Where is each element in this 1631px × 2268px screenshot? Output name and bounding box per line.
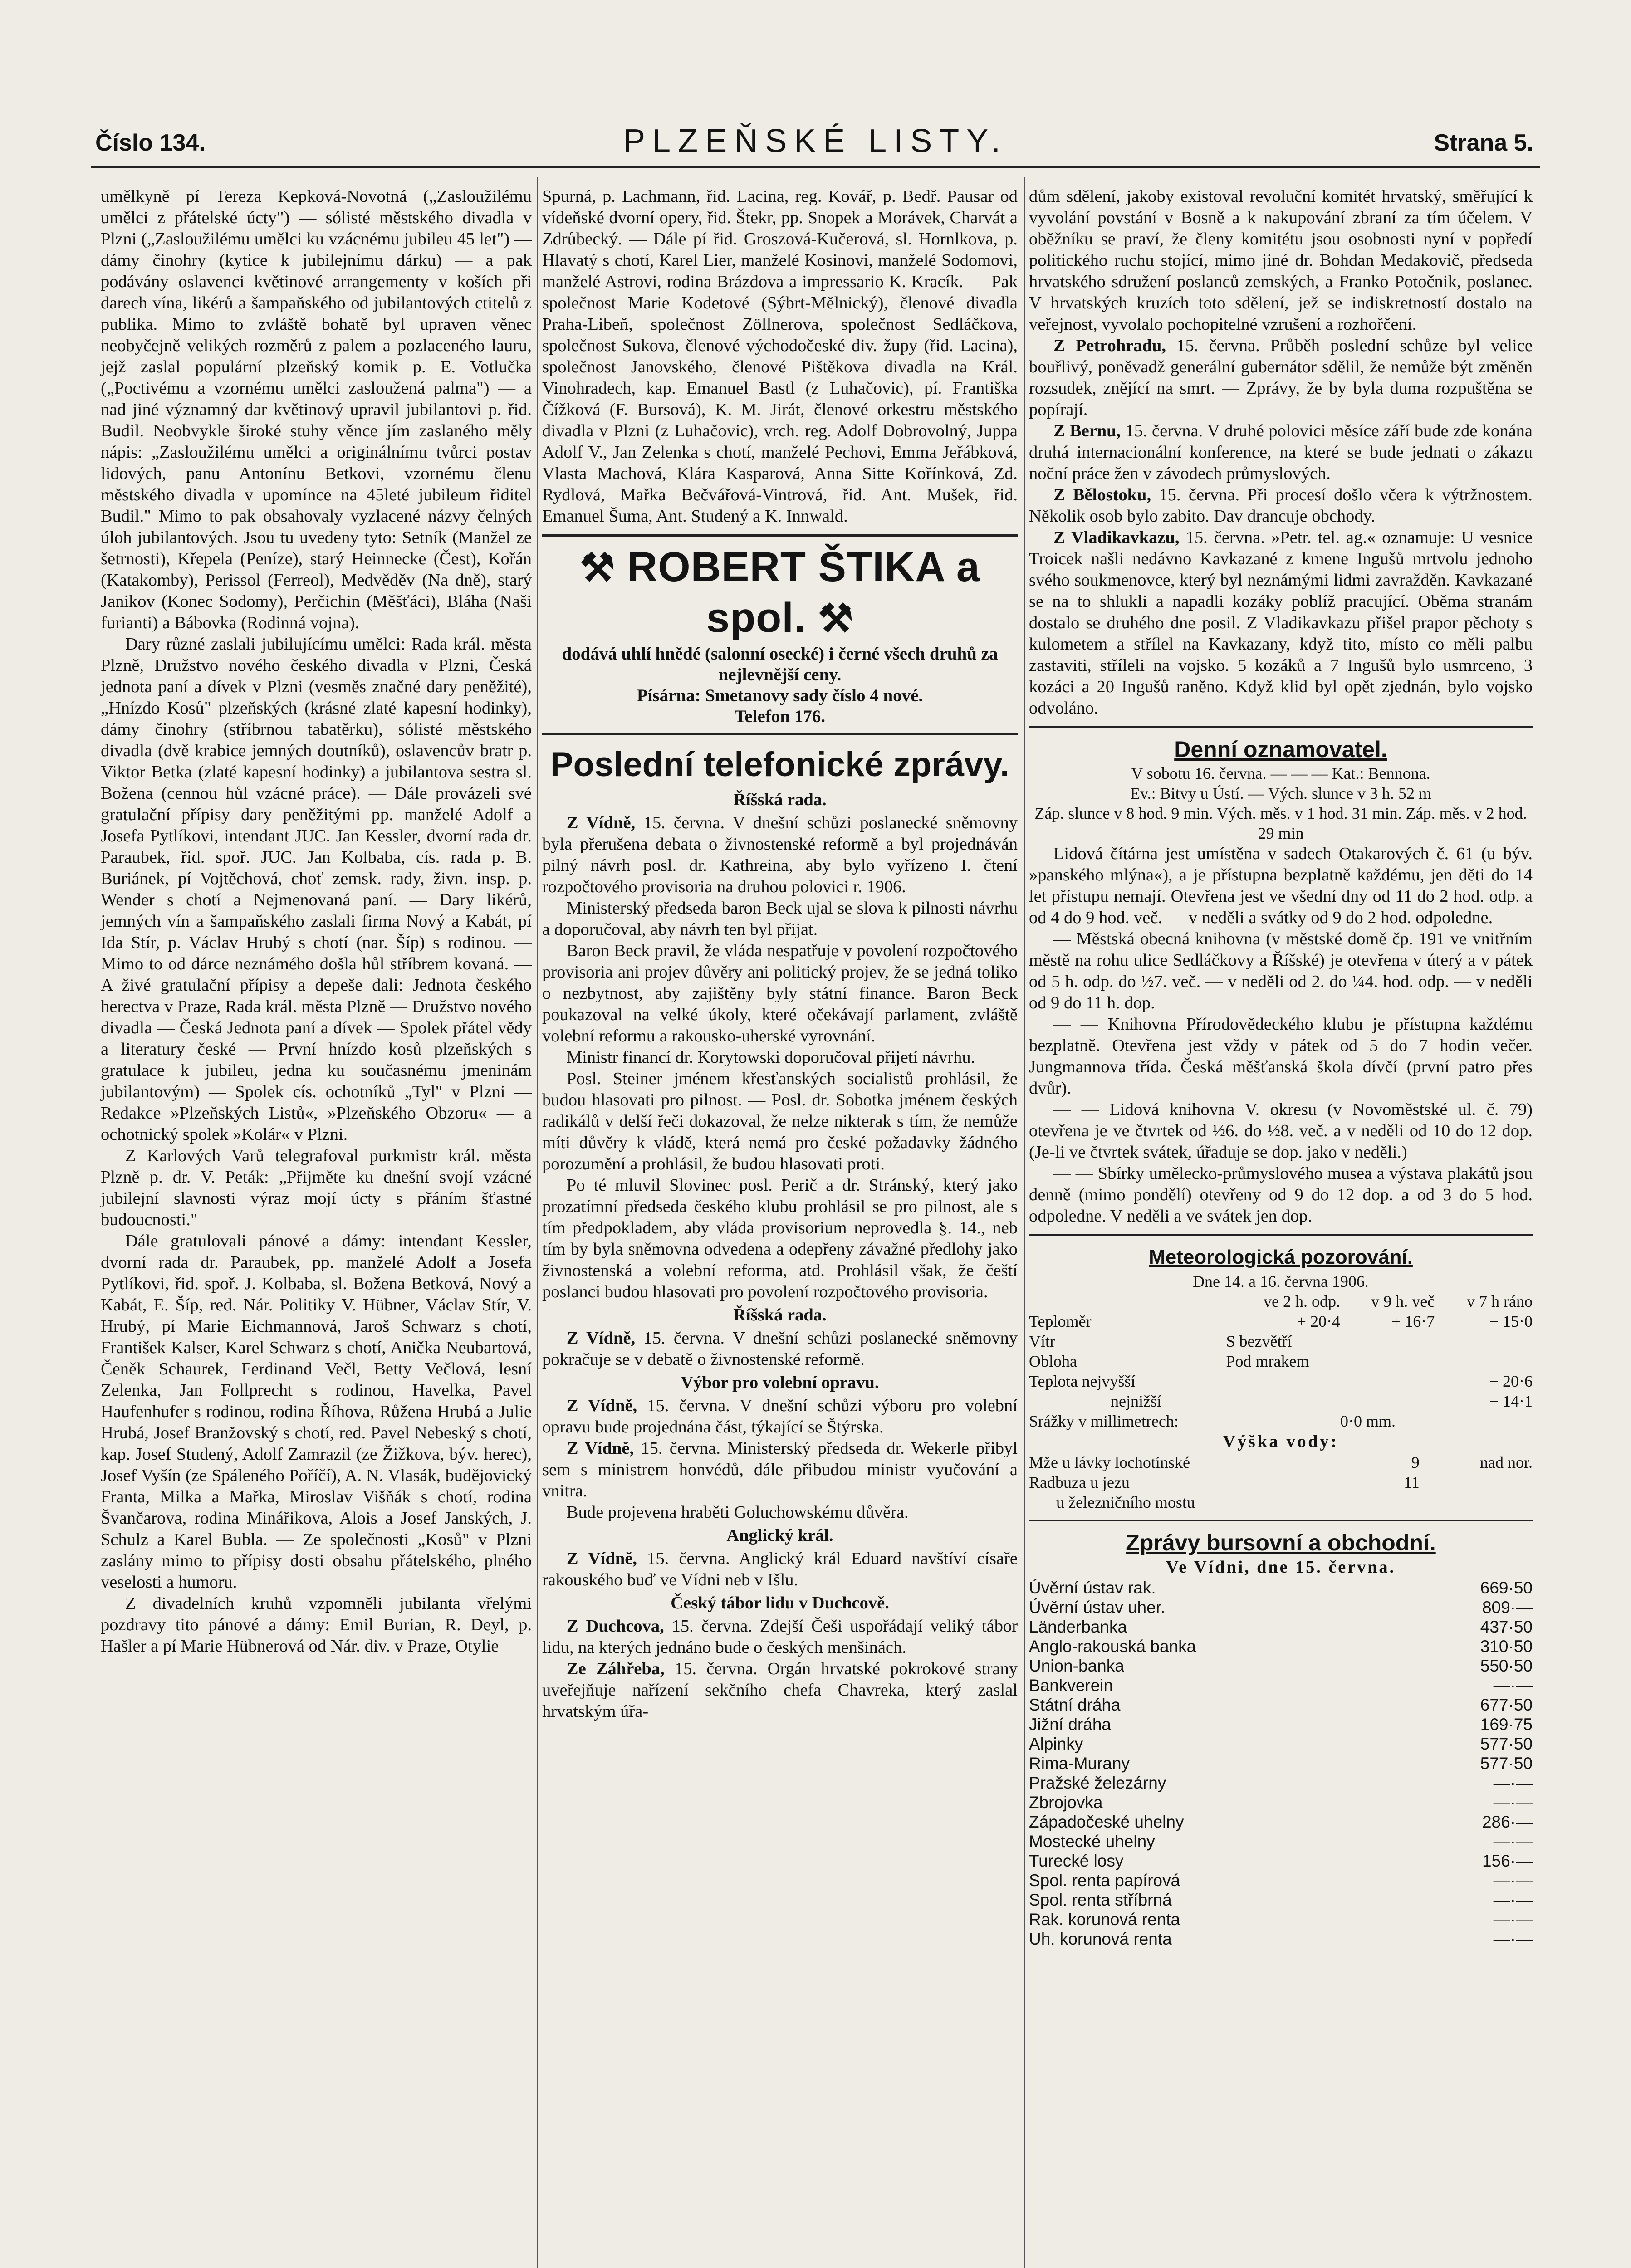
- news-heading: Výbor pro volební opravu.: [681, 1373, 879, 1392]
- stock-value: 286·—: [1482, 1813, 1533, 1831]
- meteo-value: Pod mrakem: [1226, 1352, 1309, 1370]
- meteo-value: + 16·7: [1391, 1312, 1435, 1330]
- stock-row: [1029, 1695, 1533, 1715]
- stock-value: —·—: [1493, 1871, 1533, 1890]
- news-dateline: Z Bělostoku,: [1053, 485, 1151, 504]
- article-paragraph: Dále gratulovali pánové a dámy: intendant Kessler, dvorní rada dr. Paraubek, pp. manželé Adolf a Josefa Pytlíkovi, řid. spoř. J. Kolbaba, sl. Božena Betková, Nový a Kabát, E. Šíp, red. Nár. Politiky V. Hübner, Václav Stír, V. Hrubý, pí Marie Eichmannová, Jaroš Schwarz s chotí, František Kalser, Karel Schwarz s chotí, Anička Neubartová, Čeněk Schaurek, Ferdinand Večl, Betty Večlová, lesní Zelenka, Jan Follprecht s rodinou, Havelka, Pavel Haufenhufer s rodinou, rodina Říhova, Růžena Hrubá a Julie Hrubá, Josef Branžovský s chotí, red. Pavel Nebeský s chotí, kap. Josef Studený, Adolf Zamrazil (ze Žižkova, býv. herec), Josef Vyšín (ze Spáleného Poříčí), A. N. Vlasák, budějovický Franta, Milka a Mařka, Miroslav Višňák s chotí, rodina Švančarova, rodina Minářikova, Alois a Josef Janských, J. Schulz a Karel Bubla. — Ze společnosti „Kosů" v Plzni zaslány mimo to přípisy dosti obsahu přátelského, plného veselosti a humoru.: [101, 1232, 532, 1592]
- news-dateline: Z Vídně,: [566, 1396, 637, 1415]
- news-item: [1029, 527, 1533, 719]
- water-unit: [1420, 1492, 1533, 1512]
- meteo-label: Srážky v millimetrech:: [1029, 1412, 1179, 1430]
- advertisement: [542, 534, 1018, 735]
- news-text: 15. června. V dnešní schůzi poslanecké sněmovny pokračuje se v debatě o živnostenské reformě.: [542, 1329, 1018, 1369]
- news-text: 15. června. Průběh poslední schůze byl velice bouřlivý, poněvadž generální gubernátor sdělil, že nemůže být změněn rozsudek, znějící na smrt. — Zprávy, že by byla duma rozpuštěna se popírají.: [1029, 336, 1533, 419]
- stock-row: [1029, 1929, 1533, 1949]
- stock-value: 437·50: [1480, 1618, 1533, 1636]
- water-unit: [1420, 1472, 1533, 1492]
- meteo-label: Teplota nejvyšší: [1029, 1372, 1136, 1390]
- article-paragraph: Bude projevena hraběti Goluchowskému důvěra.: [566, 1503, 909, 1522]
- stock-name: Spol. renta stříbrná: [1029, 1891, 1172, 1909]
- meteo-row: [1029, 1311, 1533, 1331]
- article-paragraph: Dary různé zaslali jubilujícímu umělci: Rada král. města Plzně, Družstvo nového českého divadla v Plzni, Česká jednota paní a dívek v Plzni (vesměs značné dary peněžité), „Hnízdo Kosů" plzeňských (krásné zlaté kapesní hodinky), dámy činohry (stříbrnou tabatěrku), sólisté městského divadla (dvě krabice jemných doutníků), oslavencův bratr p. Viktor Betka (zlaté kapesní hodinky) a jubilantova sestra sl. Božena (cennou hůl vzácné práce). — Dále provázeli své gratulační přípisy dary peněžitými pp. manželé Adolf a Josefa Pytlíkovi, intendant JUC. Jan Kessler, dvorní rada dr. Paraubek, řid. spoř. JUC. Jan Kolbaba, cís. rada p. B. Buriánek, pí Vojtěchová, choť zemsk. rady, živn. insp. p. Wender s chotí a Nejmenovaná paní. — Dary likérů, jemných vín a šampaňského zaslali firma Nový a Kabát, pí Ida Stír, p. Václav Hrubý s chotí (nar. Šíp) s rodinou. — Mimo to od dárce neznámého došla hůl stříbrem kovaná. — A živé gratulační přípisy a depeše dali: Jednota českého herectva v Praze, Rada král. města Plzně — Družstvo nového divadla — Česká Jednota paní a dívek — Spolek přátel vědy a literatury české — První hnízdo kosů plzeňských s gratulace k jubileu, jedna ku současnému jmeninám jubilantovým) — Spolek cís. ochotníků „Tyl" v Plzni — Redakce »Plzeňských Listů«, »Plzeňského Obzoru« — a ochotnický spolek »Kolár« v Plzni.: [101, 635, 532, 1144]
- stock-value: —·—: [1493, 1891, 1533, 1909]
- meteo-label: nejnižší: [1111, 1392, 1161, 1410]
- stock-name: Turecké losy: [1029, 1852, 1124, 1870]
- meteo-row: [1029, 1331, 1533, 1351]
- stock-name: Úvěrní ústav rak.: [1029, 1579, 1156, 1597]
- news-heading: Říšská rada.: [733, 1305, 827, 1325]
- stock-name: Länderbanka: [1029, 1618, 1127, 1636]
- stock-row: [1029, 1890, 1533, 1910]
- stock-name: Úvěrní ústav uher.: [1029, 1598, 1166, 1617]
- news-text: 15. června. Ministerský předseda dr. Wekerle přibyl sem s ministrem honvédů, dále přibudou ministr vyučování a vnitra.: [542, 1439, 1018, 1501]
- stock-name: Státní dráha: [1029, 1696, 1121, 1714]
- news-dateline: Z Petrohradu,: [1053, 336, 1166, 355]
- stock-name: Rima-Murany: [1029, 1754, 1130, 1773]
- stock-value: 677·50: [1480, 1696, 1533, 1714]
- notice-paragraph: — — Sbírky umělecko-průmyslového musea a výstava plakátů jsou denně (mimo pondělí) otevřeny od 9 do 12 dop. a od 3 do 5 hod. odpoledne. V neděli a ve svátek jen dop.: [1029, 1164, 1533, 1226]
- news-item: [542, 1438, 1018, 1502]
- stock-value: —·—: [1493, 1832, 1533, 1851]
- news-text: 15. června. Zdejší Češi uspořádají veliký tábor lidu, na kterých jednáno bude o českých menšinách.: [542, 1617, 1018, 1657]
- news-text: 15. června. »Petr. tel. ag.« oznamuje: U vesnice Troicek našli nedávno Kavkazané z kmene Ingušů mrtvolu jednoho svého soukmenovce, který byl neznámými lidmi zavražděn. Kavkazané se na to shlukli a napadli kozáky poblíž pracující. Oběma stranám dostalo se druhého dne posil. Z Vladikavkazu přišel prapor pěchoty s kulometem a střílel na Kavkazany, když tito, místo co měli palbu zastaviti, stříleli na vojsko. 5 kozáků a 7 Ingušů bylo usmrceno, 3 kozáci a 20 Ingušů raněno. Když klid byl opět zjednán, bylo vojsko odvoláno.: [1029, 528, 1533, 718]
- article-paragraph: Po té mluvil Slovinec posl. Perič a dr. Stránský, který jako prozatímní předseda českého klubu prohlásil se pro pilnost, ale s tím předpokladem, aby vláda provisorium neprovedla §. 14., neb tím by byla sněmovna odvedena a odepřeny závažné předlohy jako živnostenská a volební reforma, atd. Prohlásil však, že čeští poslanci budou hlasovati pro povolení rozpočtového provisoria.: [542, 1176, 1018, 1301]
- stock-name: Alpinky: [1029, 1735, 1083, 1753]
- stock-value: 550·50: [1480, 1657, 1533, 1675]
- stock-value: 169·75: [1480, 1715, 1533, 1734]
- header-rule: [91, 166, 1540, 168]
- stock-value: 669·50: [1480, 1579, 1533, 1597]
- article-paragraph: Z divadelních kruhů vzpomněli jubilanta vřelými pozdravy tito pánové a dámy: Emil Burian, R. Deyl, p. Hašler a pí Marie Hübnerová od Nár. div. v Praze, Otylie: [101, 1594, 532, 1656]
- stock-row: [1029, 1773, 1533, 1793]
- news-dateline: Z Duchcova,: [566, 1617, 664, 1636]
- article-paragraph: umělkyně pí Tereza Kepková-Novotná („Zasloužilému umělci z přátelské úcty") — sólisté městského divadla v Plzni („Zasloužilému umělci ku vzácnému jubileu 45 let") — dámy činohry (kytice k jubilejnímu dárku) — a pak podávány oslavenci květinové arrangementy v koších při darech vína, likérů a šampaňského od jubilantových ctitelů z publika. Mimo to zvláště bohatě byl upraven věnec neobyčejně velikých rozměrů z palem a pozlaceného lauru, jejž zaslal populární plzeňský komik p. E. Votlučka („Poctivému a vzornému umělci zasloužená palma") — a nad jiné významný dar květinový upravil jubilantovi p. řid. Budil. Neobvykle široké stuhy věnce jím zaslaného měly nápis: „Zasloužilému umělci a originálnímu tvůrci postav lidových, panu Antonínu Betkovi, vzornému členu městského divadla v upomínce na 45leté jubileum řiditel Budil." Mimo to pak obsahovaly vyzlacené názvy čelných úloh jubilantových. Jsou tu uvedeny tyto: Setník (Manžel ze šetrnosti), Křepela (Peníze), starý Heinnecke (Čest), Kořán (Katakomby), Perissol (Ferreol), Medvěděv (Na dně), starý Janikov (Konec Sodomy), Perčichin (Měšťáci), Bláha (Naši furianti) a Bábovka (Rodinná vojna).: [101, 187, 532, 632]
- water-value: 11: [1404, 1473, 1420, 1491]
- water-unit: nad nor.: [1480, 1453, 1533, 1471]
- stock-row: [1029, 1676, 1533, 1695]
- article-paragraph: Ministr financí dr. Korytowski doporučoval přijetí návrhu.: [566, 1048, 975, 1067]
- advertisement-logo: [542, 542, 1018, 644]
- daily-date: V sobotu 16. června. — — — Kat.: Bennona.: [1131, 764, 1430, 782]
- stock-value: 809·—: [1482, 1598, 1533, 1617]
- meteo-table: [1029, 1291, 1533, 1431]
- meteo-dates: Dne 14. a 16. června 1906.: [1193, 1272, 1369, 1290]
- stock-row: [1029, 1715, 1533, 1734]
- advertisement-phone: Telefon 176.: [734, 707, 826, 726]
- meteo-value: + 20·4: [1297, 1312, 1340, 1330]
- notice-paragraph: — Městská obecná knihovna (v městské domě čp. 191 ve vnitřním městě na rohu ulice Sedláčkovy a Říšské) je otevřena v úterý a v pátek od 5 h. odp. do ½7. več. — v neděli od 2. do ¼4. hod. odp. — v neděli od 9 do 11 h. dop.: [1029, 929, 1533, 1012]
- section-rule: [1029, 1234, 1533, 1236]
- water-label: Mže u lávky lochotínské: [1029, 1453, 1190, 1471]
- notice-paragraph: Lidová čítárna jest umístěna v sadech Otakarových č. 61 (u býv. »panského mlýna«), a je přístupna bezplatně každému, jen děti do 14 let přístupu nemají. Otevřena jest ve všední dny od 11 do 2 hod. odp. a od 4 do 9 hod. več. — v neděli a svátky od 9 do 2 hod. odpoledne.: [1029, 844, 1533, 927]
- daily-gospel: Ev.: Bitvy u Ústí. — Vých. slunce v 3 h. 52 m: [1130, 784, 1431, 802]
- news-text: 15. června. V druhé polovici měsíce září bude zde konána druhá internacionální konference, na které se bude jednati o zákazu noční práce žen v závodech průmyslových.: [1029, 421, 1533, 483]
- stock-value: —·—: [1493, 1910, 1533, 1929]
- column-divider: [537, 177, 538, 2268]
- meteo-value: + 14·1: [1489, 1392, 1533, 1410]
- news-dateline: Z Vladikavkazu,: [1053, 528, 1180, 547]
- section-title: Poslední telefonické zprávy.: [550, 745, 1010, 784]
- advertisement-text: dodává uhlí hnědé (salonní osecké) i černé všech druhů za nejlevnější ceny.: [562, 644, 998, 684]
- meteo-col-header: ve 2 h. odp.: [1263, 1292, 1340, 1310]
- stock-name: Spol. renta papírová: [1029, 1871, 1180, 1890]
- section-rule: [1029, 726, 1533, 728]
- stock-row: [1029, 1910, 1533, 1929]
- notice-paragraph: — — Knihovna Přírodovědeckého klubu je přístupna každému bezplatně. Otevřena jest vždy v pátek od 5 do 7 hodin večer. Jungmannova třída. Česká měšťanská škola dívčí (první patro přes dvůr).: [1029, 1015, 1533, 1098]
- meteo-value: 0·0 mm.: [1340, 1412, 1396, 1430]
- article-paragraph: Spurná, p. Lachmann, řid. Lacina, reg. Kovář, p. Bedř. Pausar od vídeňské dvorní opery, řid. Štekr, pp. Snopek a Morávek, Charvát a Zdrůbecký. — Dále pí řid. Groszová-Kučerová, sl. Hornlkova, p. Hlavatý s chotí, Karel Lier, manželé Kosinovi, manželé Sodomovi, manželé Astrovi, rodina Brázdova a impressario K. Kracík. — Pak společnost Marie Kodetové (Sýbrt-Mělnický), členové divadla Praha-Libeň, společnost Zöllnerova, společnost Sedláčkova, společnost Sukova, členové východočeské div. župy (řid. Lacina), společnost Janovského, členové Pištěkova divadla na Král. Vinohradech, kap. Emanuel Bastl (z Luhačovic), pí. Františka Čížková (F. Bursová), K. M. Jirát, členové orkestru městského divadla v Plzni (z Luhačovic), vrch. reg. Adolf Dobrovolný, Juppa Adolf V., Jan Zelenka s chotí, manželé Pechovi, Emma Jeřábková, Vlasta Machová, Klára Kasparová, Anna Sitte Kořínková, Zd. Rydlová, Mařka Bečvářová-Vintrová, řid. Ant. Mušek, řid. Emanuel Šuma, Ant. Studený a K. Innwald.: [542, 187, 1018, 526]
- meteo-label: Obloha: [1029, 1352, 1077, 1370]
- stock-value: 577·50: [1480, 1735, 1533, 1753]
- stock-row: [1029, 1734, 1533, 1754]
- news-item: [542, 1395, 1018, 1438]
- article-paragraph: Ministerský předseda baron Beck ujal se slova k pilnosti návrhu a doporučoval, aby návrh ten byl přijat.: [542, 899, 1018, 939]
- stock-value: —·—: [1493, 1793, 1533, 1812]
- meteo-col-header: v 7 h ráno: [1467, 1292, 1533, 1310]
- meteo-value: + 20·6: [1489, 1372, 1533, 1390]
- page-number: Strana 5.: [1434, 130, 1533, 156]
- meteo-row: [1029, 1411, 1533, 1431]
- article-paragraph: Z Karlových Varů telegrafoval purkmistr král. města Plzně p. dr. V. Peták: „Přijměte ku dnešní svojí vzácné jubilejní slavnosti výraz mojí úcty s přáním šťastné budoucnosti.": [101, 1146, 532, 1229]
- stock-row: [1029, 1754, 1533, 1773]
- meteo-value: + 15·0: [1489, 1312, 1533, 1330]
- stock-name: Uh. korunová renta: [1029, 1930, 1172, 1948]
- stock-row: [1029, 1656, 1533, 1676]
- column-1: [101, 186, 532, 1657]
- page-header: [0, 0, 1631, 172]
- news-text: 15. června. V dnešní schůzi poslanecké sněmovny byla přerušena debata o živnostenské reformě a byl projednáván pilný návrh posl. dr. Kathreina, aby bylo vyřízeno I. čtení rozpočtového provisoria na druhou polovici r. 1906.: [542, 813, 1018, 896]
- issue-number: Číslo 134.: [95, 130, 206, 156]
- meteo-col-header: v 9 h. več: [1371, 1292, 1435, 1310]
- news-item: [1029, 335, 1533, 420]
- meteo-label: Vítr: [1029, 1332, 1055, 1350]
- stock-value: 577·50: [1480, 1754, 1533, 1773]
- stock-name: Bankverein: [1029, 1676, 1113, 1695]
- water-row: [1029, 1452, 1533, 1472]
- stock-row: [1029, 1598, 1533, 1617]
- stock-name: Zbrojovka: [1029, 1793, 1103, 1812]
- newspaper-title: PLZEŇSKÉ LISTY.: [623, 123, 1008, 159]
- crossed-hammers-icon: ⚒: [580, 546, 616, 590]
- water-title: Výška vody:: [1223, 1432, 1339, 1451]
- stock-table: [1029, 1578, 1533, 1949]
- stock-row: [1029, 1617, 1533, 1637]
- stock-name: Rak. korunová renta: [1029, 1910, 1180, 1929]
- news-dateline: Z Vídně,: [566, 1439, 634, 1458]
- stock-subtitle: Ve Vídni, dne 15. června.: [1166, 1558, 1396, 1577]
- column-3: [1029, 186, 1533, 1949]
- stock-row: [1029, 1793, 1533, 1812]
- stock-value: 156·—: [1482, 1852, 1533, 1870]
- news-heading: Český tábor lidu v Duchcově.: [671, 1593, 889, 1613]
- stock-row: [1029, 1637, 1533, 1656]
- stock-title: Zprávy bursovní a obchodní.: [1126, 1530, 1436, 1555]
- water-value: [1386, 1492, 1420, 1512]
- article-paragraph: dům sdělení, jakoby existoval revoluční komitét hrvatský, směřující k vyvolání povstání v Bosně a k nakupování zbraní za tím účelem. V oběžníku se praví, že členy komitétu jsou osobnosti nyní v popředí politického ruchu stojící, mimo jiné dr. Bohdan Medakovič, předseda hrvatského sdružení poslanců zemských, a Franko Potočnik, poslanec. V hrvatských kruzích toto sdělení, jež se indiskretností dostalo na veřejnost, vyvolalo pochopitelné vzrušení a rozhořčení.: [1029, 187, 1533, 334]
- news-item: [542, 812, 1018, 898]
- stock-name: Anglo-rakouská banka: [1029, 1637, 1196, 1656]
- stock-row: [1029, 1871, 1533, 1890]
- meteo-title: Meteorologická pozorování.: [1149, 1246, 1413, 1268]
- stock-name: Západočeské uhelny: [1029, 1813, 1184, 1831]
- news-item: [542, 1616, 1018, 1658]
- stock-value: 310·50: [1480, 1637, 1533, 1656]
- column-divider: [1024, 177, 1025, 2268]
- stock-value: —·—: [1493, 1774, 1533, 1792]
- meteo-label: Teploměr: [1029, 1312, 1092, 1330]
- news-heading: Říšská rada.: [733, 790, 827, 809]
- news-item: [542, 1328, 1018, 1370]
- column-2: [542, 186, 1018, 1722]
- news-dateline: Z Bernu,: [1053, 421, 1121, 440]
- article-paragraph: Posl. Steiner jménem křesťanských socialistů prohlásil, že budou hlasovati pro pilnost. — Posl. dr. Sobotka jménem českých radikálů v delší řeči dokazoval, že nelze nikterak s tím, že nemůže míti důvěry k vládě, která nemá pro české požadavky žádného porozumění a prohlásil, že budou hlasovati proti.: [542, 1069, 1018, 1173]
- news-dateline: Ze Záhřeba,: [566, 1659, 665, 1678]
- water-table: [1029, 1452, 1533, 1512]
- news-text: 15. června. Anglický král Eduard navštíví císaře rakouského buď ve Vídni neb v Išlu.: [542, 1549, 1018, 1589]
- news-item: [542, 1548, 1018, 1591]
- daily-announcer-title: Denní oznamovatel.: [1174, 737, 1387, 762]
- news-text: 15. června. Orgán hrvatské pokrokové strany uveřejňuje nařízení sekčního chefa Chavreka, který zaslal hrvatským úřa-: [542, 1659, 1018, 1721]
- stock-value: —·—: [1493, 1930, 1533, 1948]
- water-label: Radbuza u jezu: [1029, 1473, 1130, 1491]
- crossed-hammers-icon: ⚒: [818, 597, 854, 640]
- meteo-header-row: [1029, 1291, 1533, 1311]
- advertisement-title: ROBERT ŠTIKA a spol.: [627, 544, 980, 641]
- stock-name: Jižní dráha: [1029, 1715, 1111, 1734]
- news-dateline: Z Vídně,: [566, 1549, 637, 1568]
- stock-name: Union-banka: [1029, 1657, 1124, 1675]
- meteo-row: [1029, 1351, 1533, 1371]
- news-item: [1029, 420, 1533, 484]
- stock-row: [1029, 1851, 1533, 1871]
- stock-name: Pražské železárny: [1029, 1774, 1166, 1792]
- news-dateline: Z Vídně,: [566, 1329, 636, 1348]
- article-paragraph: Baron Beck pravil, že vláda nespatřuje v povolení rozpočtového provisoria ani projev důvěry ani politický projev, že se jedná toliko o nezbytnost, aby zajištěny byly státní finance. Baron Beck poukazoval na velké úkoly, které očekávají parlament, zvláště volební reformu a rakousko-uherské vyrovnání.: [542, 941, 1018, 1046]
- section-rule: [1029, 1520, 1533, 1521]
- meteo-row: [1029, 1371, 1533, 1391]
- stock-row: [1029, 1578, 1533, 1598]
- stock-row: [1029, 1832, 1533, 1851]
- water-row: [1029, 1492, 1533, 1512]
- water-label: u železničního mostu: [1056, 1493, 1195, 1511]
- news-item: [1029, 484, 1533, 527]
- stock-name: Mostecké uhelny: [1029, 1832, 1155, 1851]
- water-row: [1029, 1472, 1533, 1492]
- daily-sun-moon: Záp. slunce v 8 hod. 9 min. Vých. měs. v 1 hod. 31 min. Záp. měs. v 2 hod. 29 min: [1034, 804, 1527, 842]
- news-text: 15. června. V dnešní schůzi výboru pro volební opravu bude projednána část, týkající se Štýrska.: [542, 1396, 1018, 1437]
- meteo-row: [1029, 1391, 1533, 1411]
- water-value: 9: [1411, 1453, 1420, 1471]
- notice-paragraph: — — Lidová knihovna V. okresu (v Novoměstské ul. č. 79) otevřena je ve čtvrtek od ½6. do ½8. več. a v neděli od 10 do 12 dop. (Je-li ve čtvrtek svátek, úřaduje se dop. jako v neděli.): [1029, 1100, 1533, 1162]
- advertisement-address: Písárna: Smetanovy sady číslo 4 nové.: [637, 686, 923, 705]
- news-dateline: Z Vídně,: [566, 813, 636, 832]
- news-item: [542, 1658, 1018, 1722]
- stock-row: [1029, 1812, 1533, 1832]
- news-text: 15. června. Při procesí došlo včera k výtržnostem. Několik osob bylo zabito. Dav drancuje obchody.: [1029, 485, 1533, 526]
- meteo-value: S bezvětří: [1226, 1332, 1292, 1350]
- news-heading: Anglický král.: [726, 1526, 833, 1545]
- stock-value: —·—: [1493, 1676, 1533, 1695]
